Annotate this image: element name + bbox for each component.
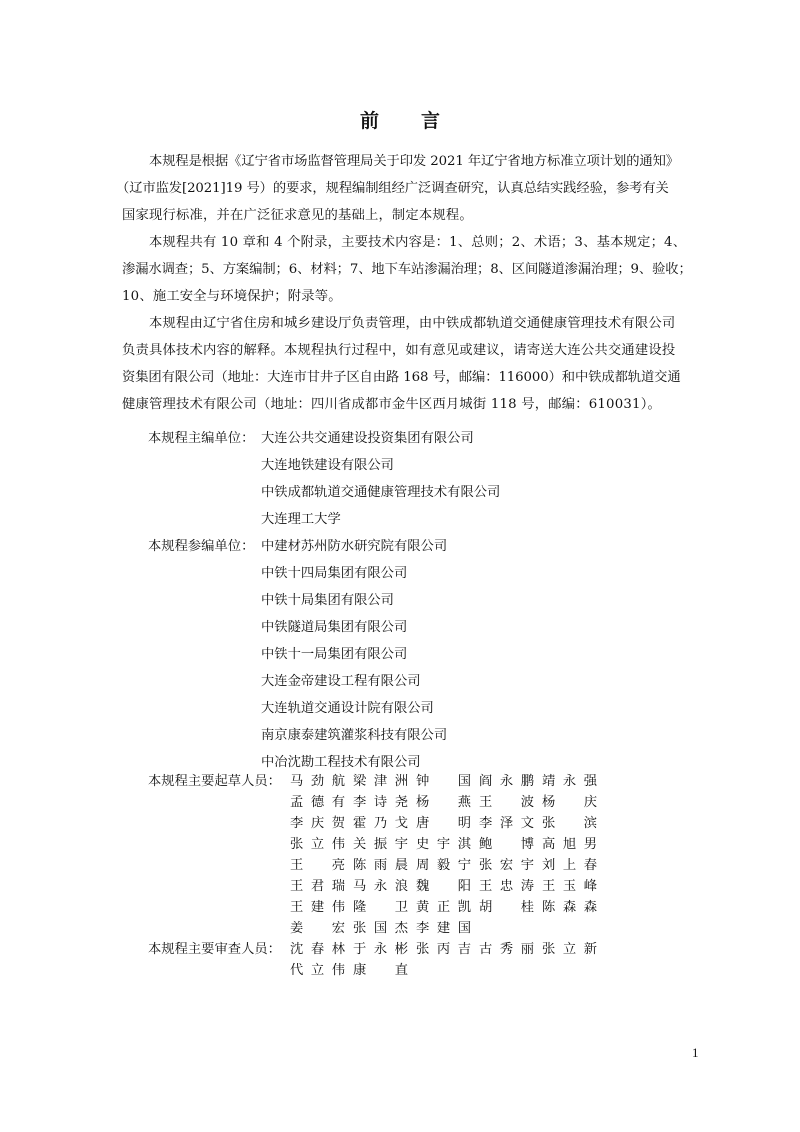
person-name: 孟德有: [290, 795, 345, 810]
unit-name: 中铁十四局集团有限公司: [261, 566, 408, 581]
person-name: 古秀丽: [479, 942, 534, 957]
unit-name: 大连轨道交通设计院有限公司: [261, 701, 434, 716]
person-name: 杨庆: [542, 795, 597, 810]
person-name: 史宇淇: [416, 837, 471, 852]
person-name: 张丙吉: [416, 942, 471, 957]
drafters-label: 本规程主要起草人员：: [148, 774, 281, 789]
people-row: [148, 939, 605, 960]
text-line: 负责具体技术内容的解释。本规程执行过程中，如有意见或建议，请寄送大连公共交通建设投: [122, 343, 676, 358]
preface-paragraph-contents: [122, 229, 692, 310]
unit-name: 中铁成都轨道交通健康管理技术有限公司: [261, 485, 501, 500]
page-number: 1: [692, 1045, 699, 1060]
person-name: 陈森森: [542, 900, 597, 915]
people-row: [148, 792, 605, 813]
person-name: 王忠涛: [479, 879, 534, 894]
person-name: 魏阳: [416, 879, 471, 894]
unit-row: [148, 452, 500, 479]
person-name: 周毅宁: [416, 858, 471, 873]
unit-name: 南京康泰建筑灌浆科技有限公司: [261, 728, 448, 743]
person-name: 王亮: [290, 858, 345, 873]
unit-row: [148, 695, 447, 722]
person-name: 张宏宇: [479, 858, 534, 873]
person-name: 李诗尧: [353, 795, 408, 810]
people-row: [148, 918, 605, 939]
unit-row: [148, 533, 447, 560]
reviewers-list: [148, 939, 605, 981]
person-name: 关振宇: [353, 837, 408, 852]
person-name: 马永浪: [353, 879, 408, 894]
text-line: 10、施工安全与环境保护；附录等。: [122, 289, 342, 304]
chief-editor-units: [148, 425, 500, 533]
person-name: 钟国: [416, 774, 471, 789]
person-name: 沈春林: [290, 942, 345, 957]
person-name: 李泽文: [479, 816, 534, 831]
person-name: 鲍博: [479, 837, 534, 852]
person-name: 李庆贺: [290, 816, 345, 831]
person-name: 黄正凯: [416, 900, 471, 915]
person-name: 高旭男: [542, 837, 597, 852]
unit-name: 大连理工大学: [261, 512, 341, 527]
drafters-list: [148, 771, 605, 939]
title-char-2: 言: [421, 110, 441, 132]
unit-name: 中冶沈勘工程技术有限公司: [261, 755, 421, 770]
unit-name: 中铁十一局集团有限公司: [261, 647, 408, 662]
people-row: [148, 876, 605, 897]
person-name: 王君瑞: [290, 879, 345, 894]
person-name: 梁津洲: [353, 774, 408, 789]
people-row: [148, 771, 605, 792]
person-name: 唐明: [416, 816, 471, 831]
text-line: 本规程是根据《辽宁省市场监督管理局关于印发 2021 年辽宁省地方标准立项计划的通知》: [149, 154, 679, 169]
text-line: 渗漏水调查；5、方案编制；6、材料；7、地下车站渗漏治理；8、区间隧道渗漏治理；9、验收；: [122, 262, 692, 277]
unit-row: [148, 641, 447, 668]
person-name: 李建国: [416, 921, 471, 936]
people-row: [148, 897, 605, 918]
person-name: 杨燕: [416, 795, 471, 810]
unit-row: [148, 560, 447, 587]
unit-row: [148, 614, 447, 641]
unit-name: 大连金帝建设工程有限公司: [261, 674, 421, 689]
person-name: 代立伟: [290, 963, 345, 978]
people-row: [148, 834, 605, 855]
people-row: [148, 855, 605, 876]
person-name: 隆卫: [353, 900, 408, 915]
page-title: [0, 106, 800, 133]
chief-editor-label: 本规程主编单位：: [148, 431, 255, 446]
person-name: 阎永鹏: [479, 774, 534, 789]
participating-editor-label: 本规程参编单位：: [148, 539, 255, 554]
unit-row: [148, 425, 500, 452]
person-name: 张立新: [542, 942, 597, 957]
title-char-1: 前: [359, 110, 379, 132]
unit-row: [148, 479, 500, 506]
reviewers-label: 本规程主要审查人员：: [148, 942, 281, 957]
preface-paragraph-management: [122, 310, 681, 418]
person-name: 陈雨晨: [353, 858, 408, 873]
person-name: 霍乃戈: [353, 816, 408, 831]
text-line: 健康管理技术有限公司（地址：四川省成都市金牛区西月城街 118 号，邮编：610031）。: [122, 397, 662, 412]
person-name: 康直: [353, 963, 408, 978]
people-row: [148, 960, 605, 981]
text-line: （辽市监发[2021]19 号）的要求，规程编制组经广泛调查研究，认真总结实践经验，参考有关: [116, 181, 669, 196]
person-name: 张滨: [542, 816, 597, 831]
person-name: 王波: [479, 795, 534, 810]
text-line: 本规程由辽宁省住房和城乡建设厅负责管理，由中铁成都轨道交通健康管理技术有限公司: [149, 316, 676, 331]
person-name: 王玉峰: [542, 879, 597, 894]
person-name: 于永彬: [353, 942, 408, 957]
person-name: 刘上春: [542, 858, 597, 873]
text-line: 本规程共有 10 章和 4 个附录，主要技术内容是：1、总则；2、术语；3、基本规定；4、: [149, 235, 687, 250]
unit-name: 中铁隧道局集团有限公司: [261, 620, 408, 635]
unit-name: 大连地铁建设有限公司: [261, 458, 394, 473]
person-name: 张立伟: [290, 837, 345, 852]
text-line: 国家现行标准，并在广泛征求意见的基础上，制定本规程。: [122, 208, 473, 223]
text-line: 资集团有限公司（地址：大连市甘井子区自由路 168 号，邮编：116000）和中铁成都轨道交通: [122, 370, 681, 385]
person-name: 靖永强: [542, 774, 597, 789]
unit-row: [148, 506, 500, 533]
unit-name: 中铁十局集团有限公司: [261, 593, 394, 608]
people-row: [148, 813, 605, 834]
unit-row: [148, 587, 447, 614]
person-name: 王建伟: [290, 900, 345, 915]
person-name: 马劲航: [290, 774, 345, 789]
unit-name: 大连公共交通建设投资集团有限公司: [261, 431, 474, 446]
participating-editor-units: [148, 533, 447, 776]
person-name: 胡桂: [479, 900, 534, 915]
preface-paragraph-basis: [116, 148, 679, 229]
person-name: 姜宏: [290, 921, 345, 936]
person-name: 张国杰: [353, 921, 408, 936]
unit-row: [148, 722, 447, 749]
unit-row: [148, 668, 447, 695]
unit-name: 中建材苏州防水研究院有限公司: [261, 539, 448, 554]
